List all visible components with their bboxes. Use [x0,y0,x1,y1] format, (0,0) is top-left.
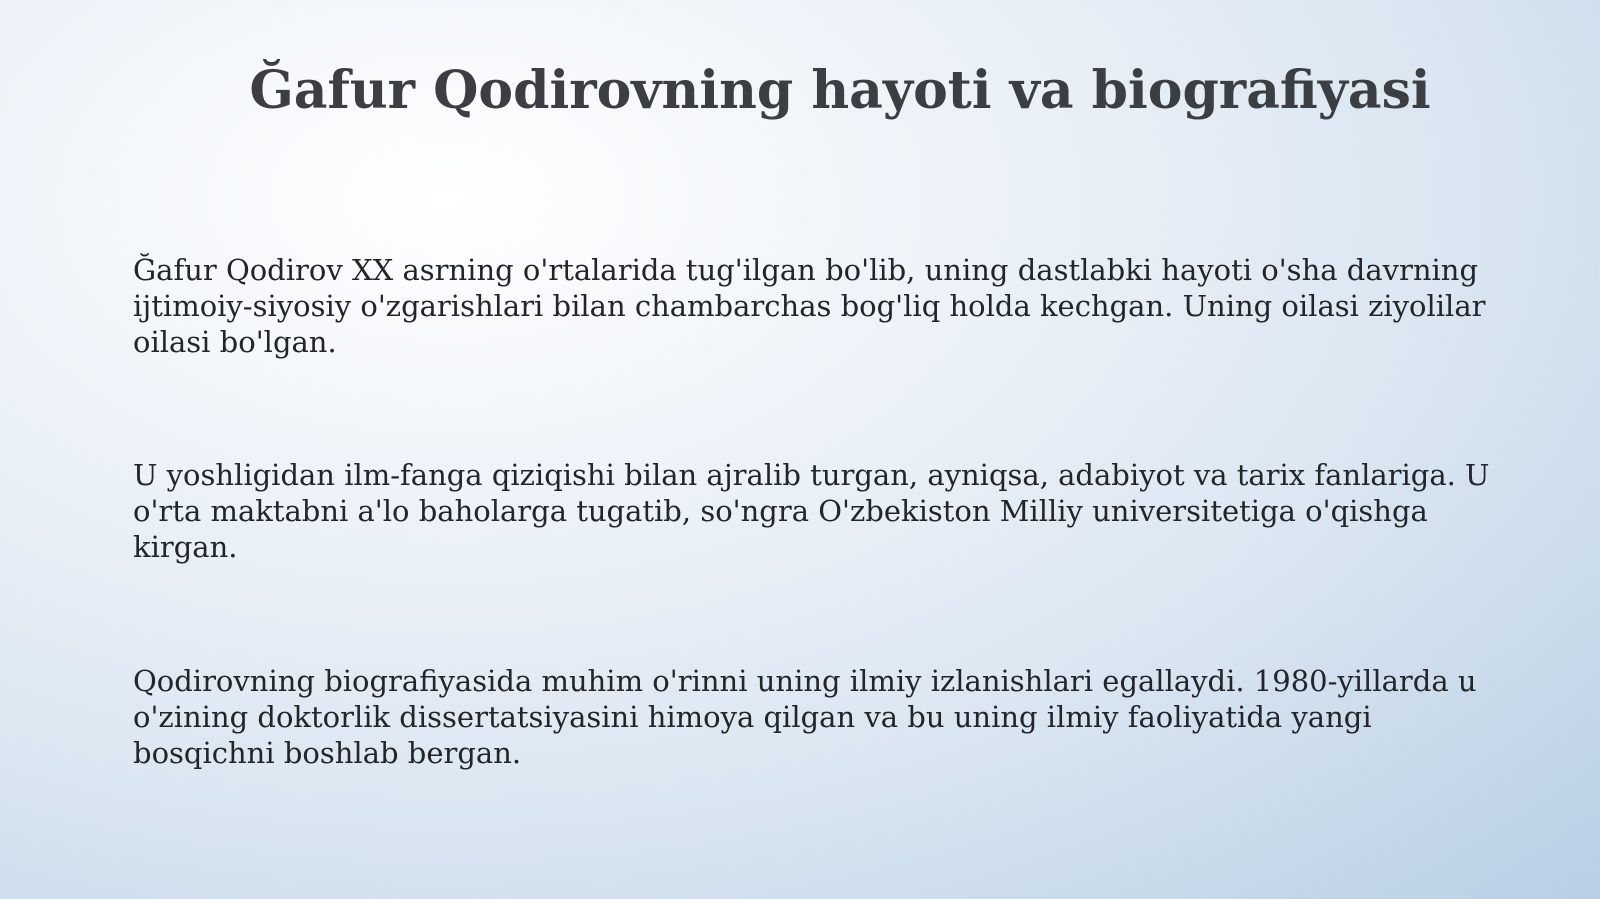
paragraph-education: U yoshligidan ilm-fanga qiziqishi bilan ajralib turgan, ayniqsa, adabiyot va tarix fanlariga. U o'rta maktabni a'lo baholarga tugatib, so'ngra O'zbekiston Milliy universitetiga o'qishga kirgan. [133,458,1490,564]
paragraph-research: Qodirovning biografiyasida muhim o'rinni uning ilmiy izlanishlari egallaydi. 1980-yillarda u o'zining doktorlik dissertatsiyasini himoya qilgan va bu uning ilmiy faoliyatida yangi bosqichni boshlab bergan. [133,664,1477,770]
paragraph-early-life: Ğafur Qodirov XX asrning o'rtalarida tug'ilgan bo'lib, uning dastlabki hayoti o'sha davrning ijtimoiy-siyosiy o'zgarishlari bilan chambarchas bog'liq holda kechgan. Uning oilasi ziyolilar oilasi bo'lgan. [133,253,1486,359]
slide-title: Ğafur Qodirovning hayoti va biografiyasi [249,60,1431,121]
